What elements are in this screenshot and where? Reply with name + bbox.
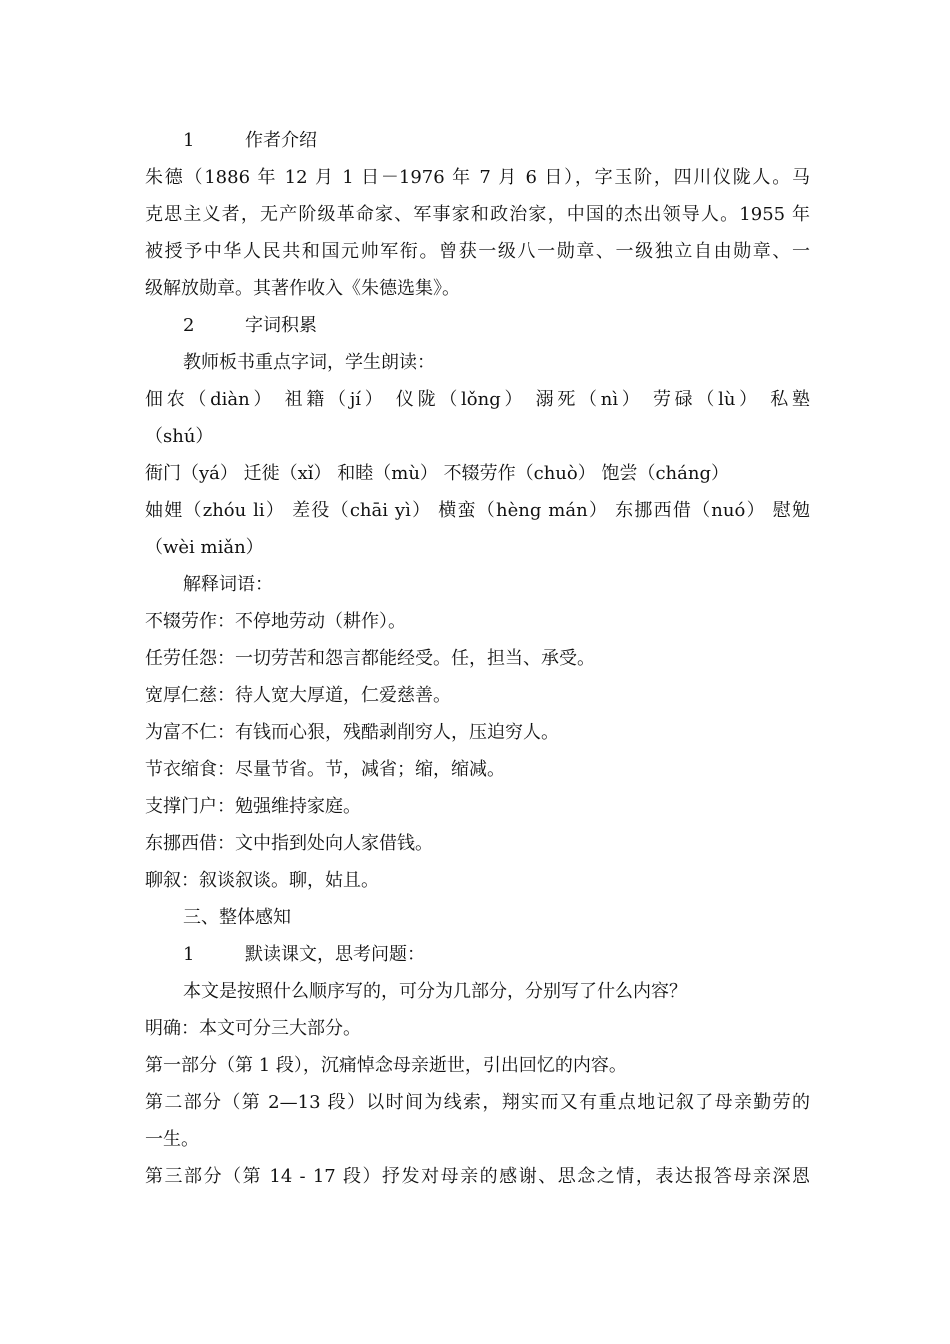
answer-line: 第二部分（第 2—13 段）以时间为线索，翔实而又有重点地记叙了母亲勤劳的	[145, 1092, 810, 1113]
definition-line: 支撑门户：勉强维持家庭。	[145, 796, 361, 817]
definition-line: 东挪西借：文中指到处向人家借钱。	[145, 833, 433, 854]
section-title: 字词积累	[245, 315, 317, 336]
paragraph-line: 朱德（1886 年 12 月 1 日－1976 年 7 月 6 日），字玉阶，四川仪陇人。马	[145, 167, 810, 188]
section-number: 1	[183, 130, 195, 151]
vocab-line: （wèi miǎn）	[145, 537, 264, 558]
section-heading-author	[145, 122, 810, 159]
answer-line: 第三部分（第 14 - 17 段）抒发对母亲的感谢、思念之情，表达报答母亲深恩	[145, 1166, 810, 1187]
paragraph-line: 级解放勋章。其著作收入《朱德选集》。	[145, 278, 460, 299]
section-title: 作者介绍	[245, 130, 317, 151]
question-heading	[145, 936, 810, 973]
vocab-line: 佃农（diàn） 祖籍（jí） 仪陇（lǒng） 溺死（nì） 劳碌（lù） 私塾	[145, 389, 810, 410]
section-heading-overall: 三、整体感知	[183, 907, 291, 928]
section-heading-vocabulary	[145, 307, 810, 344]
answer-line: 明确：本文可分三大部分。	[145, 1018, 361, 1039]
subheading: 解释词语：	[183, 574, 273, 595]
vocab-line: （shú）	[145, 426, 214, 447]
definition-line: 聊叙：叙谈叙谈。聊，姑且。	[145, 870, 379, 891]
question-text: 本文是按照什么顺序写的，可分为几部分，分别写了什么内容？	[183, 981, 687, 1002]
definition-line: 为富不仁：有钱而心狠，残酷剥削穷人，压迫穷人。	[145, 722, 559, 743]
paragraph-line: 克思主义者，无产阶级革命家、军事家和政治家，中国的杰出领导人。1955 年	[145, 204, 810, 225]
vocab-line: 衙门（yá） 迁徙（xǐ） 和睦（mù） 不辍劳作（chuò） 饱尝（cháng）	[145, 463, 729, 484]
answer-line: 第一部分（第 1 段），沉痛悼念母亲逝世，引出回忆的内容。	[145, 1055, 627, 1076]
definition-line: 任劳任怨：一切劳苦和怨言都能经受。任，担当、承受。	[145, 648, 595, 669]
definition-line: 节衣缩食：尽量节省。节，减省；缩，缩减。	[145, 759, 505, 780]
section-number: 2	[183, 315, 195, 336]
answer-line: 一生。	[145, 1129, 199, 1150]
paragraph-line: 被授予中华人民共和国元帅军衔。曾获一级八一勋章、一级独立自由勋章、一	[145, 241, 810, 262]
definition-line: 宽厚仁慈：待人宽大厚道，仁爱慈善。	[145, 685, 451, 706]
document-body	[145, 122, 810, 1195]
vocab-line: 妯娌（zhóu li） 差役（chāi yì） 横蛮（hèng mán） 东挪西借（nuó） 慰勉	[145, 500, 810, 521]
paragraph-line: 教师板书重点字词，学生朗读：	[183, 352, 435, 373]
section-number: 1	[183, 944, 195, 965]
definition-line: 不辍劳作：不停地劳动（耕作）。	[145, 611, 406, 632]
question-title: 默读课文，思考问题：	[245, 944, 425, 965]
